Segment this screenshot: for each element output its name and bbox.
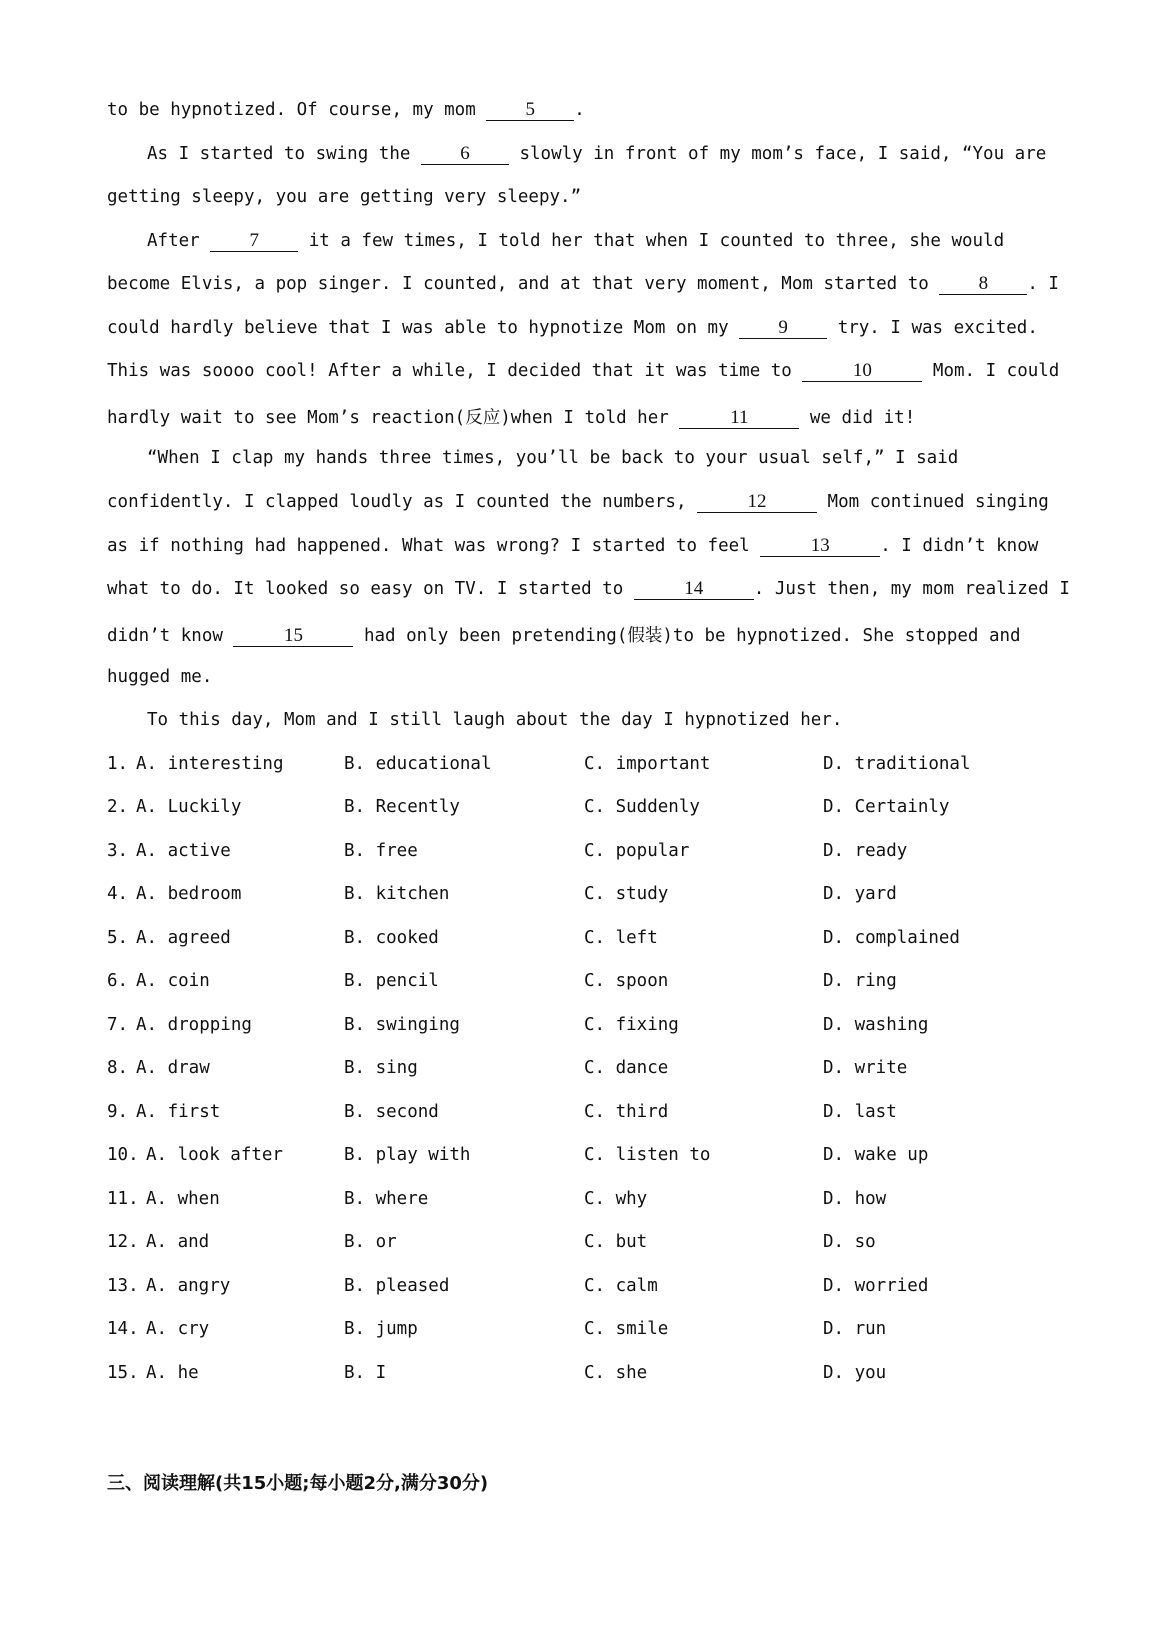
- question-number: 1.: [107, 754, 129, 774]
- option-a: A. dropping: [136, 1015, 252, 1035]
- option-c: C. listen to: [584, 1145, 711, 1165]
- option-a: A. he: [146, 1363, 199, 1383]
- question-number: 11.: [107, 1189, 139, 1209]
- blank-7: 7: [210, 231, 298, 252]
- option-c: C. calm: [584, 1276, 658, 1296]
- question-number: 12.: [107, 1232, 139, 1252]
- option-a: A. draw: [136, 1058, 210, 1078]
- question-number: 9.: [107, 1102, 129, 1122]
- blank-10: 10: [802, 361, 922, 382]
- option-a: A. interesting: [136, 754, 284, 774]
- question-number: 7.: [107, 1015, 129, 1035]
- option-c: C. study: [584, 884, 669, 904]
- blank-13: 13: [760, 536, 880, 557]
- option-b: B. second: [344, 1102, 439, 1122]
- option-d: D. write: [823, 1058, 908, 1078]
- question-number: 6.: [107, 971, 129, 991]
- option-d: D. traditional: [823, 754, 971, 774]
- question-number: 15.: [107, 1363, 139, 1383]
- option-a: A. angry: [146, 1276, 231, 1296]
- question-number: 3.: [107, 841, 129, 861]
- option-b: B. sing: [344, 1058, 418, 1078]
- option-a: A. coin: [136, 971, 210, 991]
- option-d: D. last: [823, 1102, 897, 1122]
- option-a: A. Luckily: [136, 797, 242, 817]
- question-number: 13.: [107, 1276, 139, 1296]
- option-d: D. ring: [823, 971, 897, 991]
- option-d: D. washing: [823, 1015, 929, 1035]
- option-d: D. yard: [823, 884, 897, 904]
- option-c: C. fixing: [584, 1015, 679, 1035]
- option-c: C. spoon: [584, 971, 669, 991]
- question-number: 5.: [107, 928, 129, 948]
- blank-6: 6: [421, 144, 509, 165]
- option-b: B. pencil: [344, 971, 439, 991]
- blank-5: 5: [486, 100, 574, 121]
- exam-page: to be hypnotized. Of course, my mom 5 . As I started to swing the 6 slowly in front of my mom’s face, I said, “You are getting sleepy, you are getting very sleepy.” After 7 it a few times, I told her that when I counted to three, she would become Elvis, a pop singer. I counted, and at that very moment, Mom started to 8 . I could hardly believe that I was able to hypnotize Mom on my 9 try. I was excited. This was soooo cool! After a while, I decided that it was time to 10 Mom. I could hardly wait to see Mom’s reaction(反应)when I told her 11 we did it! “When I clap my hands three times, you’ll be back to your usual self,” I said confidently. I clapped loudly as I counted the numbers, 12 Mom continued singing as if nothing had happened. What was wrong? I started to feel 13 . I didn’t know what to do. It looked so easy on TV. I started to 14 . Just then, my mom realized I didn’t know 15 had only been pretending(假装)to be hypnotized. She stopped and hugged me. To this day, Mom and I still laugh about the day I hypnotized her. 1. A. interesting B. educational C. important D. traditional 2. A. Luckily B. Recently C. Suddenly D. Certainly 3. A. active B. free C. popular D. ready 4. A. bedroom B. kitchen C. study D. yard 5. A. agreed B. cooked C. left D. complained 6. A. coin B. pencil C. spoon D. ring 7. A. dropping B. swinging C. fixing D. washing 8. A. draw B. sing C. dance D. write 9. A. first B. second C. third D. last 10. A. look after B. play with C. listen to D. wake up 11. A. when B. where C. why D. how 12. A. and B. or C. but D. so 13. A. angry B. pleased C. calm D. worried 14. A. cry B. jump C. smile D. run 15. A. he B. I C. she D. you 三、阅读理解(共15小题;每小题2分,满分30分): [107, 99, 1070, 1494]
- option-d: D. ready: [823, 841, 908, 861]
- option-d: D. how: [823, 1189, 887, 1209]
- option-a: A. and: [146, 1232, 210, 1252]
- option-b: B. I: [344, 1363, 387, 1383]
- option-d: D. you: [823, 1363, 887, 1383]
- option-a: A. first: [136, 1102, 221, 1122]
- option-c: C. why: [584, 1189, 648, 1209]
- option-c: C. third: [584, 1102, 669, 1122]
- option-d: D. run: [823, 1319, 887, 1339]
- blank-11: 11: [679, 408, 799, 429]
- blank-8: 8: [939, 274, 1027, 295]
- option-a: A. when: [146, 1189, 220, 1209]
- option-a: A. agreed: [136, 928, 231, 948]
- option-c: C. she: [584, 1363, 648, 1383]
- option-b: B. jump: [344, 1319, 418, 1339]
- question-number: 10.: [107, 1145, 139, 1165]
- option-a: A. active: [136, 841, 231, 861]
- option-b: B. Recently: [344, 797, 460, 817]
- option-b: B. where: [344, 1189, 429, 1209]
- option-a: A. cry: [146, 1319, 210, 1339]
- option-a: A. bedroom: [136, 884, 242, 904]
- blank-15: 15: [233, 626, 353, 647]
- option-c: C. popular: [584, 841, 690, 861]
- option-b: B. or: [344, 1232, 397, 1252]
- option-a: A. look after: [146, 1145, 283, 1165]
- option-c: C. but: [584, 1232, 648, 1252]
- question-number: 4.: [107, 884, 129, 904]
- question-number: 8.: [107, 1058, 129, 1078]
- question-number: 2.: [107, 797, 129, 817]
- option-b: B. educational: [344, 754, 492, 774]
- option-c: C. dance: [584, 1058, 669, 1078]
- option-d: D. worried: [823, 1276, 929, 1296]
- option-b: B. swinging: [344, 1015, 460, 1035]
- option-b: B. cooked: [344, 928, 439, 948]
- option-c: C. important: [584, 754, 711, 774]
- option-b: B. pleased: [344, 1276, 450, 1296]
- option-b: B. free: [344, 841, 418, 861]
- option-b: B. play with: [344, 1145, 471, 1165]
- option-d: D. wake up: [823, 1145, 929, 1165]
- option-d: D. so: [823, 1232, 876, 1252]
- option-d: D. complained: [823, 928, 960, 948]
- blank-9: 9: [739, 318, 827, 339]
- section-heading: 三、阅读理解(共15小题;每小题2分,满分30分): [107, 1473, 489, 1494]
- option-c: C. Suddenly: [584, 797, 700, 817]
- option-c: C. left: [584, 928, 658, 948]
- blank-12: 12: [697, 492, 817, 513]
- option-b: B. kitchen: [344, 884, 450, 904]
- question-number: 14.: [107, 1319, 139, 1339]
- option-d: D. Certainly: [823, 797, 950, 817]
- option-c: C. smile: [584, 1319, 669, 1339]
- blank-14: 14: [634, 579, 754, 600]
